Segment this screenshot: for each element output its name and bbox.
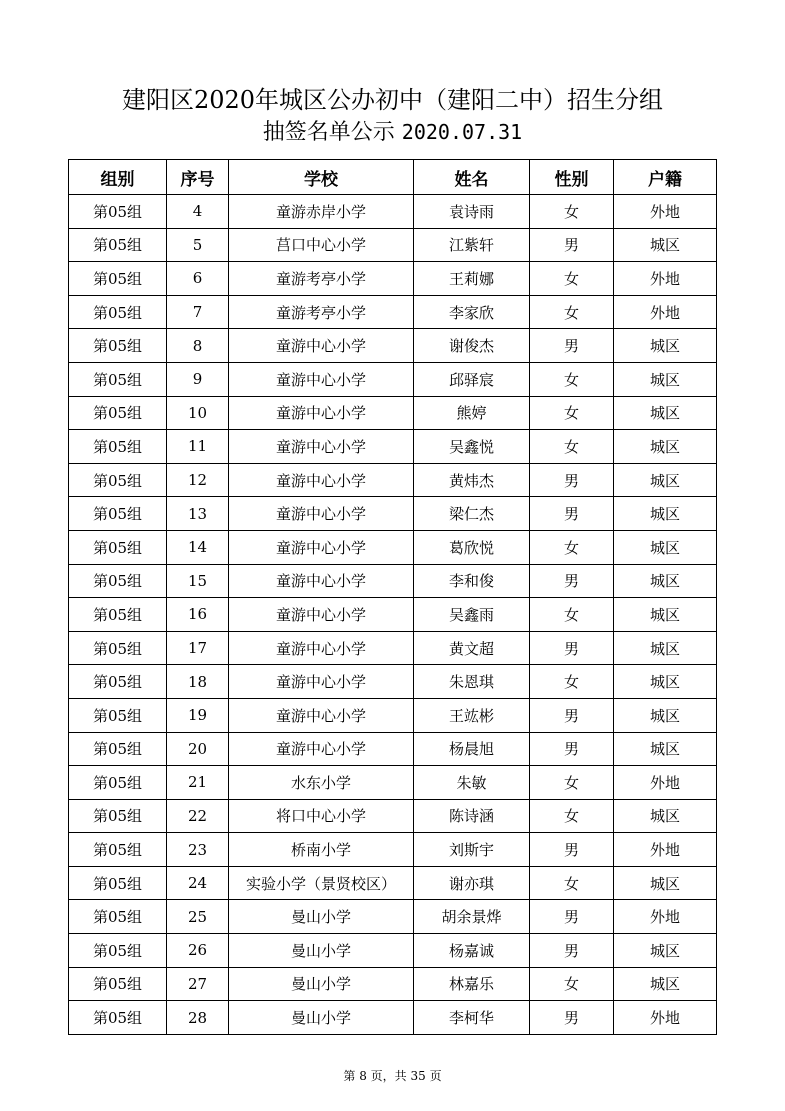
cell-number: 8 [167,329,229,363]
table-row [69,799,717,833]
cell-group: 第05组 [69,967,167,1001]
table-row [69,631,717,665]
cell-number: 25 [167,900,229,934]
cell-number: 11 [167,430,229,464]
cell-gender: 男 [530,228,614,262]
cell-name: 袁诗雨 [414,195,530,229]
cell-group: 第05组 [69,195,167,229]
header-residence: 户籍 [614,160,717,195]
cell-gender: 女 [530,598,614,632]
subtitle-text: 抽签名单公示 [262,120,395,145]
table-row [69,463,717,497]
cell-residence: 外地 [614,295,717,329]
cell-school: 莒口中心小学 [229,228,414,262]
cell-gender: 女 [530,195,614,229]
cell-number: 7 [167,295,229,329]
table-header-row [69,160,717,195]
cell-name: 李和俊 [414,564,530,598]
header-group: 组别 [69,160,167,195]
cell-group: 第05组 [69,631,167,665]
cell-gender: 女 [530,430,614,464]
table-row [69,833,717,867]
cell-school: 水东小学 [229,766,414,800]
cell-name: 王莉娜 [414,262,530,296]
cell-school: 童游中心小学 [229,463,414,497]
cell-name: 李柯华 [414,1001,530,1035]
cell-school: 曼山小学 [229,900,414,934]
cell-number: 26 [167,934,229,968]
cell-group: 第05组 [69,362,167,396]
cell-residence: 城区 [614,228,717,262]
cell-school: 童游赤岸小学 [229,195,414,229]
document-title: 建阳区2020年城区公办初中（建阳二中）招生分组 [121,86,664,114]
cell-gender: 女 [530,262,614,296]
cell-number: 14 [167,530,229,564]
cell-name: 谢亦琪 [414,866,530,900]
cell-residence: 外地 [614,900,717,934]
cell-residence: 城区 [614,631,717,665]
cell-name: 黄炜杰 [414,463,530,497]
table-row [69,766,717,800]
cell-group: 第05组 [69,262,167,296]
cell-residence: 城区 [614,799,717,833]
footer-middle: 页，共 [370,1069,407,1083]
cell-residence: 城区 [614,665,717,699]
cell-name: 吴鑫悦 [414,430,530,464]
cell-school: 童游中心小学 [229,329,414,363]
cell-name: 林嘉乐 [414,967,530,1001]
cell-number: 6 [167,262,229,296]
cell-gender: 男 [530,833,614,867]
table-row [69,1001,717,1035]
table-row [69,934,717,968]
cell-group: 第05组 [69,900,167,934]
table-row [69,396,717,430]
cell-name: 熊婷 [414,396,530,430]
cell-group: 第05组 [69,530,167,564]
cell-number: 19 [167,698,229,732]
cell-gender: 男 [530,698,614,732]
cell-gender: 男 [530,497,614,531]
footer-prefix: 第 [343,1069,356,1083]
cell-residence: 城区 [614,866,717,900]
cell-number: 10 [167,396,229,430]
footer-total-pages: 35 [410,1069,426,1083]
cell-gender: 女 [530,665,614,699]
cell-number: 23 [167,833,229,867]
table-row [69,967,717,1001]
cell-number: 22 [167,799,229,833]
table-row [69,497,717,531]
cell-gender: 男 [530,463,614,497]
cell-residence: 城区 [614,598,717,632]
cell-school: 实验小学（景贤校区） [229,866,414,900]
cell-name: 江紫轩 [414,228,530,262]
cell-school: 童游中心小学 [229,665,414,699]
cell-residence: 外地 [614,1001,717,1035]
cell-name: 梁仁杰 [414,497,530,531]
table-row [69,295,717,329]
table-row [69,900,717,934]
table-row [69,228,717,262]
cell-name: 谢俊杰 [414,329,530,363]
table-row [69,430,717,464]
cell-gender: 女 [530,967,614,1001]
cell-group: 第05组 [69,396,167,430]
cell-group: 第05组 [69,1001,167,1035]
cell-name: 朱敏 [414,766,530,800]
cell-group: 第05组 [69,295,167,329]
cell-number: 27 [167,967,229,1001]
cell-residence: 外地 [614,195,717,229]
cell-number: 15 [167,564,229,598]
cell-school: 将口中心小学 [229,799,414,833]
table-row [69,329,717,363]
cell-gender: 男 [530,934,614,968]
cell-number: 4 [167,195,229,229]
cell-name: 黄文超 [414,631,530,665]
cell-school: 童游中心小学 [229,631,414,665]
cell-school: 童游考亭小学 [229,295,414,329]
footer-suffix: 页 [429,1069,442,1083]
cell-name: 葛欣悦 [414,530,530,564]
cell-school: 童游中心小学 [229,530,414,564]
cell-gender: 女 [530,396,614,430]
cell-group: 第05组 [69,833,167,867]
table-row [69,564,717,598]
cell-school: 曼山小学 [229,1001,414,1035]
cell-school: 桥南小学 [229,833,414,867]
cell-school: 童游中心小学 [229,564,414,598]
table-row [69,362,717,396]
cell-residence: 城区 [614,463,717,497]
cell-residence: 城区 [614,564,717,598]
table-row [69,698,717,732]
cell-gender: 男 [530,564,614,598]
cell-school: 曼山小学 [229,934,414,968]
cell-residence: 城区 [614,362,717,396]
cell-gender: 女 [530,799,614,833]
cell-gender: 男 [530,1001,614,1035]
cell-gender: 男 [530,329,614,363]
cell-residence: 城区 [614,934,717,968]
cell-residence: 城区 [614,329,717,363]
cell-school: 童游中心小学 [229,430,414,464]
table-row [69,866,717,900]
cell-school: 童游中心小学 [229,598,414,632]
cell-name: 杨嘉诚 [414,934,530,968]
document-subtitle [0,117,785,148]
cell-gender: 女 [530,766,614,800]
cell-school: 童游中心小学 [229,362,414,396]
cell-number: 12 [167,463,229,497]
cell-group: 第05组 [69,463,167,497]
footer-page-number: 8 [359,1069,367,1083]
table-row [69,530,717,564]
cell-residence: 城区 [614,698,717,732]
cell-number: 16 [167,598,229,632]
cell-gender: 男 [530,900,614,934]
cell-group: 第05组 [69,866,167,900]
cell-group: 第05组 [69,766,167,800]
cell-school: 童游中心小学 [229,698,414,732]
cell-group: 第05组 [69,329,167,363]
cell-residence: 城区 [614,396,717,430]
cell-residence: 外地 [614,262,717,296]
cell-residence: 城区 [614,430,717,464]
cell-name: 陈诗涵 [414,799,530,833]
cell-residence: 外地 [614,833,717,867]
cell-number: 5 [167,228,229,262]
cell-name: 刘斯宇 [414,833,530,867]
header-school: 学校 [229,160,414,195]
table-row [69,598,717,632]
cell-name: 杨晨旭 [414,732,530,766]
cell-gender: 女 [530,866,614,900]
cell-residence: 城区 [614,497,717,531]
cell-number: 17 [167,631,229,665]
cell-number: 18 [167,665,229,699]
roster-table [68,159,717,1035]
cell-number: 28 [167,1001,229,1035]
table-row [69,195,717,229]
cell-group: 第05组 [69,934,167,968]
table-row [69,262,717,296]
cell-group: 第05组 [69,732,167,766]
cell-group: 第05组 [69,698,167,732]
cell-gender: 男 [530,631,614,665]
cell-name: 邱驿宸 [414,362,530,396]
cell-name: 朱恩琪 [414,665,530,699]
cell-group: 第05组 [69,799,167,833]
header-gender: 性别 [530,160,614,195]
table-body [69,195,717,1035]
cell-group: 第05组 [69,598,167,632]
cell-gender: 女 [530,362,614,396]
cell-name: 王竑彬 [414,698,530,732]
cell-name: 胡余景烨 [414,900,530,934]
cell-number: 21 [167,766,229,800]
cell-gender: 男 [530,732,614,766]
header-name: 姓名 [414,160,530,195]
cell-name: 李家欣 [414,295,530,329]
cell-school: 童游中心小学 [229,497,414,531]
table-row [69,665,717,699]
cell-gender: 女 [530,530,614,564]
cell-name: 吴鑫雨 [414,598,530,632]
page-footer [0,1067,785,1084]
cell-number: 20 [167,732,229,766]
cell-school: 童游中心小学 [229,396,414,430]
cell-group: 第05组 [69,665,167,699]
table-row [69,732,717,766]
header-number: 序号 [167,160,229,195]
publish-date: 2020.07.31 [401,120,523,144]
cell-residence: 城区 [614,530,717,564]
cell-gender: 女 [530,295,614,329]
cell-school: 童游考亭小学 [229,262,414,296]
cell-group: 第05组 [69,228,167,262]
cell-number: 9 [167,362,229,396]
cell-residence: 城区 [614,967,717,1001]
cell-school: 曼山小学 [229,967,414,1001]
cell-residence: 外地 [614,766,717,800]
cell-residence: 城区 [614,732,717,766]
cell-group: 第05组 [69,430,167,464]
cell-number: 13 [167,497,229,531]
cell-number: 24 [167,866,229,900]
cell-group: 第05组 [69,564,167,598]
cell-group: 第05组 [69,497,167,531]
cell-school: 童游中心小学 [229,732,414,766]
